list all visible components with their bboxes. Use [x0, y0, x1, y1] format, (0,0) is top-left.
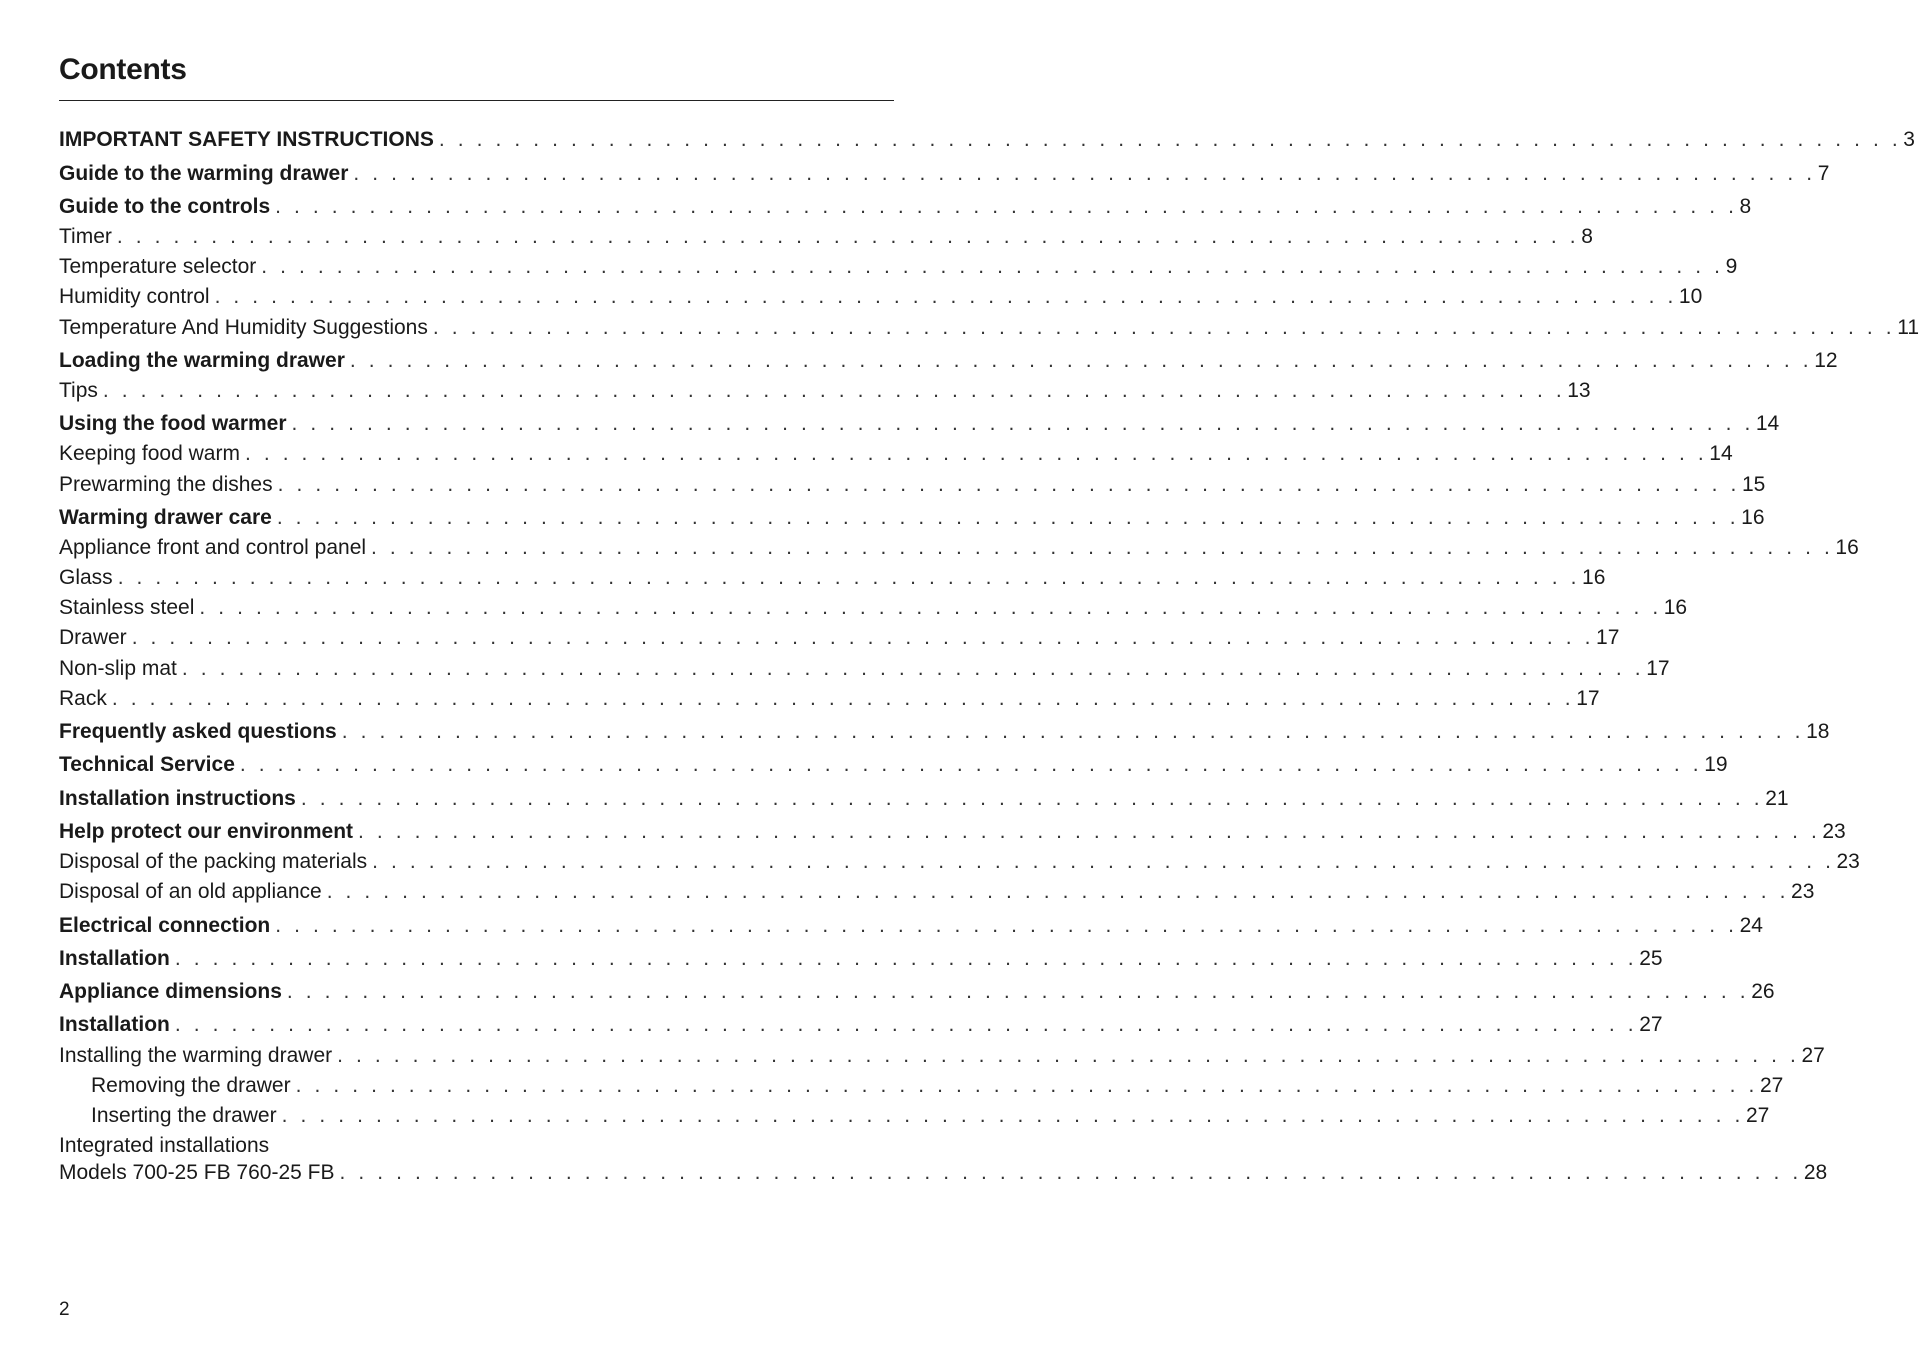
- toc-entry-title: Technical Service: [59, 753, 235, 776]
- toc-entry-inserting-drawer[interactable]: [91, 1103, 1770, 1129]
- toc-entry-title: Glass: [59, 566, 113, 589]
- toc-entry-title: Installation: [59, 1013, 170, 1036]
- toc-entry-glass[interactable]: [59, 565, 1606, 591]
- toc-leader: . . . . . . . . . . . . . . . . . . . . . . . . . . . . . . . . . . . . . . . . . . . . . . . . . . . . . . . . . . . . . . . . . . . . . . . . . . . . . .: [244, 442, 1708, 465]
- toc-entry-installation[interactable]: [59, 946, 1663, 972]
- toc-page-number: 8: [1739, 195, 1752, 218]
- toc-entry-title: Loading the warming drawer: [59, 349, 345, 372]
- toc-entry-temperature-humidity-suggestions[interactable]: [59, 315, 1919, 341]
- toc-entry-title: Inserting the drawer: [91, 1104, 277, 1127]
- toc-page-number: 3: [1903, 128, 1915, 151]
- toc-entry-disposal-old-appliance[interactable]: [59, 879, 1815, 905]
- toc-leader: . . . . . . . . . . . . . . . . . . . . . . . . . . . . . . . . . . . . . . . . . . . . . . . . . . . . . . . . . . . . . . . . . . . . . . . . . . . . . .: [102, 379, 1566, 402]
- toc-entry-installation-instructions[interactable]: [59, 786, 1789, 812]
- toc-entry-technical-service[interactable]: [59, 752, 1728, 778]
- toc-page-number: 26: [1751, 980, 1775, 1003]
- toc-entry-removing-drawer[interactable]: [91, 1073, 1784, 1099]
- page-number: 2: [59, 1299, 70, 1320]
- toc-leader: . . . . . . . . . . . . . . . . . . . . . . . . . . . . . . . . . . . . . . . . . . . . . . . . . . . . . . . . . . . . . . . . . . . . . . . . . . . . . .: [326, 880, 1790, 903]
- toc-page-number: 25: [1639, 947, 1663, 970]
- title-divider: [59, 100, 894, 101]
- toc-page-number: 14: [1755, 412, 1780, 435]
- toc-entry-title: Installing the warming drawer: [59, 1044, 333, 1067]
- toc-leader: . . . . . . . . . . . . . . . . . . . . . . . . . . . . . . . . . . . . . . . . . . . . . . . . . . . . . . . . . . . . . . . . . . . . . . . . . . . . . .: [341, 720, 1805, 743]
- toc-entry-title: Disposal of the packing materials: [59, 850, 368, 873]
- toc-leader: . . . . . . . . . . . . . . . . . . . . . . . . . . . . . . . . . . . . . . . . . . . . . . . . . . . . . . . . . . . . . . . . . . . . . . . . . . . . . .: [174, 947, 1638, 970]
- toc-entry-guide-to-controls[interactable]: [59, 194, 1752, 220]
- toc-leader: . . . . . . . . . . . . . . . . . . . . . . . . . . . . . . . . . . . . . . . . . . . . . . . . . . . . . . . . . . . . . . . . . . . . . . . . . . . . . .: [358, 820, 1821, 843]
- toc-entry-keeping-food-warm[interactable]: [59, 441, 1733, 467]
- toc-entry-frequently-asked-questions[interactable]: [59, 719, 1830, 745]
- toc-page-number: 14: [1709, 442, 1733, 465]
- toc-entry-appliance-front-control-panel[interactable]: [59, 535, 1859, 561]
- toc-entry-title: Disposal of an old appliance: [59, 880, 322, 903]
- toc-page-number: 18: [1806, 720, 1830, 743]
- toc-entry-title: Installation instructions: [59, 787, 296, 810]
- toc-entry-humidity-control[interactable]: [59, 284, 1703, 310]
- toc-entry-models[interactable]: [59, 1160, 1828, 1186]
- toc-entry-title: Drawer: [59, 626, 127, 649]
- toc-leader: . . . . . . . . . . . . . . . . . . . . . . . . . . . . . . . . . . . . . . . . . . . . . . . . . . . . . . . . . . . . . . . . . . . . . . . . . . . . . .: [131, 626, 1595, 649]
- toc-entry-using-food-warmer[interactable]: [59, 411, 1780, 437]
- toc-page-number: 17: [1576, 687, 1600, 710]
- page-title: Contents: [59, 53, 187, 86]
- toc-leader: . . . . . . . . . . . . . . . . . . . . . . . . . . . . . . . . . . . . . . . . . . . . . . . . . . . . . . . . . . . . . . . . . . . . . . . . . . . . . .: [275, 195, 1738, 218]
- toc-entry-temperature-selector[interactable]: [59, 254, 1738, 280]
- toc-entry-guide-to-warming-drawer[interactable]: [59, 161, 1830, 187]
- toc-page-number: 7: [1817, 162, 1830, 185]
- toc-entry-timer[interactable]: [59, 224, 1593, 250]
- toc-leader: . . . . . . . . . . . . . . . . . . . . . . . . . . . . . . . . . . . . . . . . . . . . . . . . . . . . . . . . . . . . . . . . . . . . . . . . . . . . . .: [353, 162, 1816, 185]
- toc-leader: . . . . . . . . . . . . . . . . . . . . . . . . . . . . . . . . . . . . . . . . . . . . . . . . . . . . . . . . . . . . . . . . . . . . . . . . . . . . . .: [111, 687, 1575, 710]
- toc-leader: . . . . . . . . . . . . . . . . . . . . . . . . . . . . . . . . . . . . . . . . . . . . . . . . . . . . . . . . . . . . . . . . . . . . . . . . . . . . . .: [295, 1074, 1758, 1097]
- toc-page-number: 12: [1814, 349, 1838, 372]
- toc-entry-title: Guide to the warming drawer: [59, 162, 349, 185]
- toc-entry-title: Temperature selector: [59, 255, 257, 278]
- toc-page-number: 13: [1567, 379, 1591, 402]
- toc-entry-title: Tips: [59, 379, 98, 402]
- toc-page-number: 16: [1741, 506, 1765, 529]
- toc-page-number: 19: [1704, 753, 1728, 776]
- toc-leader: . . . . . . . . . . . . . . . . . . . . . . . . . . . . . . . . . . . . . . . . . . . . . . . . . . . . . . . . . . . . . . . . . . . . . . . . . . . . . .: [372, 850, 1835, 873]
- toc-leader: . . . . . . . . . . . . . . . . . . . . . . . . . . . . . . . . . . . . . . . . . . . . . . . . . . . . . . . . . . . . . . . . . . . . . . . . . . . . . .: [349, 349, 1813, 372]
- toc-page-number: 27: [1759, 1074, 1784, 1097]
- toc-page-number: 17: [1596, 626, 1620, 649]
- toc-leader: . . . . . . . . . . . . . . . . . . . . . . . . . . . . . . . . . . . . . . . . . . . . . . . . . . . . . . . . . . . . . . . . . . . . . . . . . . . . . .: [275, 914, 1738, 937]
- toc-entry-integrated-installations-line1[interactable]: Integrated installations: [59, 1134, 270, 1157]
- toc-leader: . . . . . . . . . . . . . . . . . . . . . . . . . . . . . . . . . . . . . . . . . . . . . . . . . . . . . . . . . . . . . . . . . . . . . . . . . . . . . .: [432, 316, 1896, 339]
- toc-leader: . . . . . . . . . . . . . . . . . . . . . . . . . . . . . . . . . . . . . . . . . . . . . . . . . . . . . . . . . . . . . . . . . . . . . . . . . . . . . .: [438, 128, 1902, 151]
- toc-entry-prewarming-dishes[interactable]: [59, 472, 1766, 498]
- toc-page-number: 16: [1582, 566, 1606, 589]
- toc-leader: . . . . . . . . . . . . . . . . . . . . . . . . . . . . . . . . . . . . . . . . . . . . . . . . . . . . . . . . . . . . . . . . . . . . . . . . . . . . . .: [117, 566, 1581, 589]
- toc-leader: . . . . . . . . . . . . . . . . . . . . . . . . . . . . . . . . . . . . . . . . . . . . . . . . . . . . . . . . . . . . . . . . . . . . . . . . . . . . . .: [281, 1104, 1744, 1127]
- toc-leader: . . . . . . . . . . . . . . . . . . . . . . . . . . . . . . . . . . . . . . . . . . . . . . . . . . . . . . . . . . . . . . . . . . . . . . . . . . . . . .: [286, 980, 1750, 1003]
- toc-entry-title: Help protect our environment: [59, 820, 354, 843]
- toc-page-number: 23: [1822, 820, 1846, 843]
- toc-entry-disposal-packing-materials[interactable]: [59, 849, 1860, 875]
- toc-entry-help-protect-environment[interactable]: [59, 819, 1846, 845]
- toc-entry-title: Models 700-25 FB 760-25 FB: [59, 1161, 335, 1184]
- toc-leader: . . . . . . . . . . . . . . . . . . . . . . . . . . . . . . . . . . . . . . . . . . . . . . . . . . . . . . . . . . . . . . . . . . . . . . . . . . . . . .: [300, 787, 1764, 810]
- toc-entry-title: Installation: [59, 947, 170, 970]
- toc-entry-title: Warming drawer care: [59, 506, 272, 529]
- toc-leader: . . . . . . . . . . . . . . . . . . . . . . . . . . . . . . . . . . . . . . . . . . . . . . . . . . . . . . . . . . . . . . . . . . . . . . . . . . . . . .: [199, 596, 1662, 619]
- toc-entry-non-slip-mat[interactable]: [59, 656, 1670, 682]
- toc-leader: . . . . . . . . . . . . . . . . . . . . . . . . . . . . . . . . . . . . . . . . . . . . . . . . . . . . . . . . . . . . . . . . . . . . . . . . . . . . . .: [181, 657, 1645, 680]
- toc-entry-important-safety-instructions[interactable]: [59, 127, 1915, 153]
- toc-page-number: 16: [1663, 596, 1688, 619]
- toc-entry-title: Appliance dimensions: [59, 980, 282, 1003]
- toc-entry-title: Electrical connection: [59, 914, 271, 937]
- toc-page-number: 16: [1835, 536, 1859, 559]
- toc-page-number: 27: [1745, 1104, 1770, 1127]
- toc-leader: . . . . . . . . . . . . . . . . . . . . . . . . . . . . . . . . . . . . . . . . . . . . . . . . . . . . . . . . . . . . . . . . . . . . . . . . . . . . . .: [371, 536, 1834, 559]
- toc-page-number: 23: [1791, 880, 1815, 903]
- toc-entry-title: Keeping food warm: [59, 442, 240, 465]
- toc-entry-installation-2[interactable]: [59, 1012, 1663, 1038]
- toc-entry-title: IMPORTANT SAFETY INSTRUCTIONS: [59, 128, 434, 151]
- toc-entry-appliance-dimensions[interactable]: [59, 979, 1775, 1005]
- toc-entry-installing-warming-drawer[interactable]: [59, 1043, 1825, 1069]
- toc-page-number: 27: [1801, 1044, 1825, 1067]
- toc-page-number: 8: [1581, 225, 1593, 248]
- toc-leader: . . . . . . . . . . . . . . . . . . . . . . . . . . . . . . . . . . . . . . . . . . . . . . . . . . . . . . . . . . . . . . . . . . . . . . . . . . . . . .: [116, 225, 1580, 248]
- toc-entry-title: Using the food warmer: [59, 412, 287, 435]
- toc-leader: . . . . . . . . . . . . . . . . . . . . . . . . . . . . . . . . . . . . . . . . . . . . . . . . . . . . . . . . . . . . . . . . . . . . . . . . . . . . . .: [339, 1161, 1802, 1184]
- toc-page-number: 17: [1646, 657, 1670, 680]
- toc-entry-drawer[interactable]: [59, 625, 1620, 651]
- toc-page-number: 23: [1836, 850, 1860, 873]
- toc-entry-title: Frequently asked questions: [59, 720, 337, 743]
- toc-entry-rack[interactable]: [59, 686, 1600, 712]
- toc-entry-loading-warming-drawer[interactable]: [59, 348, 1838, 374]
- toc-leader: . . . . . . . . . . . . . . . . . . . . . . . . . . . . . . . . . . . . . . . . . . . . . . . . . . . . . . . . . . . . . . . . . . . . . . . . . . . . . .: [174, 1013, 1638, 1036]
- toc-leader: . . . . . . . . . . . . . . . . . . . . . . . . . . . . . . . . . . . . . . . . . . . . . . . . . . . . . . . . . . . . . . . . . . . . . . . . . . . . . .: [214, 285, 1677, 308]
- toc-entry-title: Appliance front and control panel: [59, 536, 367, 559]
- toc-entry-tips[interactable]: [59, 378, 1591, 404]
- toc-entry-electrical-connection[interactable]: [59, 913, 1763, 939]
- toc-leader: . . . . . . . . . . . . . . . . . . . . . . . . . . . . . . . . . . . . . . . . . . . . . . . . . . . . . . . . . . . . . . . . . . . . . . . . . . . . . .: [239, 753, 1703, 776]
- toc-entry-stainless-steel[interactable]: [59, 595, 1688, 621]
- toc-page-number: 28: [1803, 1161, 1828, 1184]
- toc-leader: . . . . . . . . . . . . . . . . . . . . . . . . . . . . . . . . . . . . . . . . . . . . . . . . . . . . . . . . . . . . . . . . . . . . . . . . . . . . . .: [337, 1044, 1800, 1067]
- toc-entry-title: Rack: [59, 687, 107, 710]
- toc-page-number: 15: [1741, 473, 1766, 496]
- toc-entry-title: Non-slip mat: [59, 657, 177, 680]
- toc-entry-title: Temperature And Humidity Suggestions: [59, 316, 428, 339]
- toc-page-number: 10: [1678, 285, 1703, 308]
- toc-entry-title: Timer: [59, 225, 112, 248]
- toc-entry-title: Prewarming the dishes: [59, 473, 273, 496]
- toc-entry-title: Humidity control: [59, 285, 210, 308]
- toc-leader: . . . . . . . . . . . . . . . . . . . . . . . . . . . . . . . . . . . . . . . . . . . . . . . . . . . . . . . . . . . . . . . . . . . . . . . . . . . . . .: [261, 255, 1724, 278]
- toc-page-number: 21: [1765, 787, 1789, 810]
- toc-leader: . . . . . . . . . . . . . . . . . . . . . . . . . . . . . . . . . . . . . . . . . . . . . . . . . . . . . . . . . . . . . . . . . . . . . . . . . . . . . .: [276, 506, 1740, 529]
- toc-page-number: 11: [1897, 316, 1919, 339]
- toc-leader: . . . . . . . . . . . . . . . . . . . . . . . . . . . . . . . . . . . . . . . . . . . . . . . . . . . . . . . . . . . . . . . . . . . . . . . . . . . . . .: [291, 412, 1754, 435]
- toc-page-number: 27: [1639, 1013, 1663, 1036]
- toc-entry-title: Removing the drawer: [91, 1074, 291, 1097]
- toc-entry-title: Guide to the controls: [59, 195, 271, 218]
- toc-leader: . . . . . . . . . . . . . . . . . . . . . . . . . . . . . . . . . . . . . . . . . . . . . . . . . . . . . . . . . . . . . . . . . . . . . . . . . . . . . .: [277, 473, 1740, 496]
- toc-page-number: 24: [1739, 914, 1763, 937]
- toc-entry-warming-drawer-care[interactable]: [59, 505, 1765, 531]
- toc-page-number: 9: [1725, 255, 1738, 278]
- toc-entry-title: Stainless steel: [59, 596, 195, 619]
